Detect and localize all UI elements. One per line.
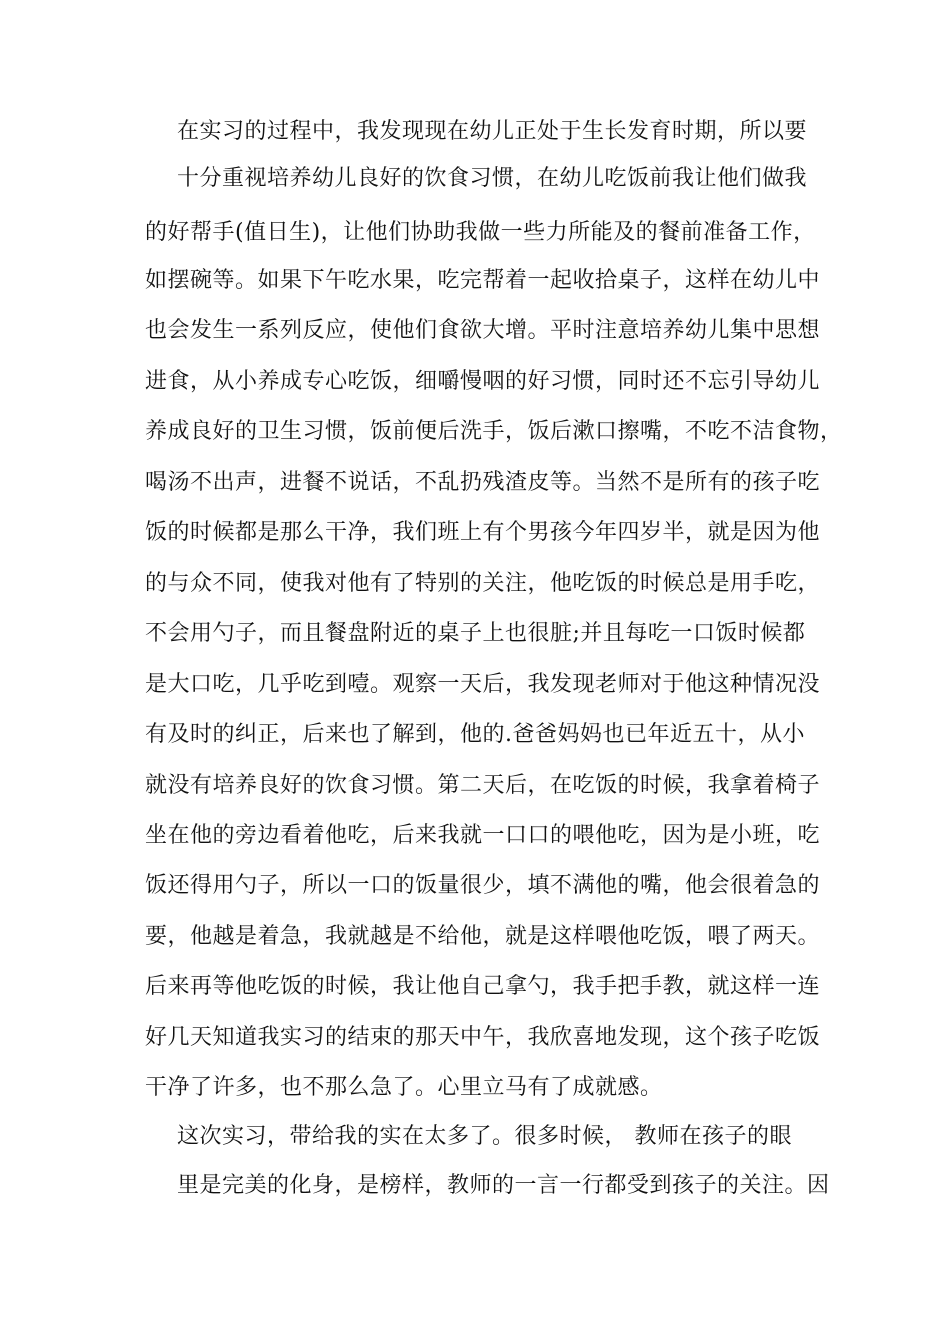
text-line: 的与众不同，使我对他有了特别的关注，他吃饭的时候总是用手吃， [145,571,821,596]
text-line: 不会用勺子，而且餐盘附近的桌子上也很脏;并且每吃一口饭时候都 [145,621,806,646]
text-line: 这次实习，带给我的实在太多了。很多时候， 教师在孩子的眼 [177,1124,792,1149]
text-line: 后来再等他吃饭的时候，我让他自己拿勺，我手把手教，就这样一连 [145,974,821,999]
text-line: 有及时的纠正，后来也了解到，他的.爸爸妈妈也已年近五十，从小 [145,722,805,747]
text-line: 如摆碗等。如果下午吃水果，吃完帮着一起收拾桌子，这样在幼儿中 [145,268,821,293]
text-line: 喝汤不出声，进餐不说话，不乱扔残渣皮等。当然不是所有的孩子吃 [145,470,821,495]
text-line: 养成良好的卫生习惯，饭前便后洗手，饭后漱口擦嘴，不吃不洁食物， [145,419,843,444]
text-line: 是大口吃，几乎吃到噎。观察一天后，我发现老师对于他这种情况没 [145,672,821,697]
text-line: 饭还得用勺子，所以一口的饭量很少，填不满他的嘴，他会很着急的 [145,873,821,898]
text-line: 坐在他的旁边看着他吃，后来我就一口口的喂他吃，因为是小班，吃 [145,823,821,848]
text-line: 在实习的过程中，我发现现在幼儿正处于生长发育时期，所以要 [177,119,808,144]
text-line: 要，他越是着急，我就越是不给他，就是这样喂他吃饭，喂了两天。 [145,924,821,949]
text-line: 就没有培养良好的饮食习惯。第二天后，在吃饭的时候，我拿着椅子 [145,773,821,798]
text-line: 干净了许多，也不那么急了。心里立马有了成就感。 [145,1075,663,1100]
text-line: 十分重视培养幼儿良好的饮食习惯，在幼儿吃饭前我让他们做我 [177,166,808,191]
text-line: 里是完美的化身，是榜样，教师的一言一行都受到孩子的关注。因 [177,1173,830,1198]
text-line: 进食，从小养成专心吃饭，细嚼慢咽的好习惯，同时还不忘引导幼儿 [145,369,821,394]
text-line: 饭的时候都是那么干净，我们班上有个男孩今年四岁半，就是因为他 [145,520,821,545]
text-line: 的好帮手(值日生)，让他们协助我做一些力所能及的餐前准备工作， [145,220,816,245]
text-line: 好几天知道我实习的结束的那天中午，我欣喜地发现，这个孩子吃饭 [145,1025,821,1050]
text-line: 也会发生一系列反应，使他们食欲大增。平时注意培养幼儿集中思想 [145,318,821,343]
